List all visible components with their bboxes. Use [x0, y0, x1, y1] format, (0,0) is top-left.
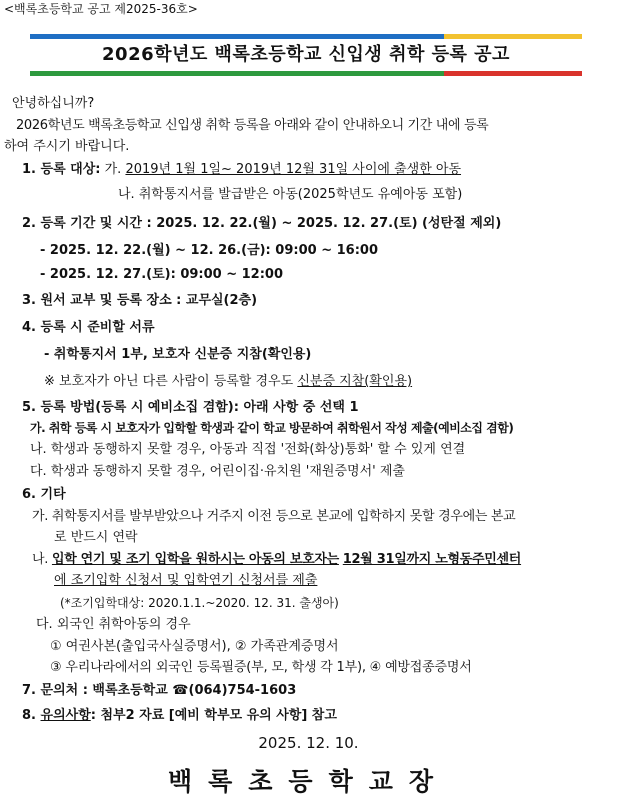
title-banner: [30, 34, 582, 76]
section-6-b-deadline: 12월 31일까지 노형동주민센터: [342, 552, 522, 567]
section-1: [22, 161, 461, 179]
section-4: 4. 등록 시 준비할 서류: [22, 320, 155, 335]
section-1-a: 2019년 1월 1일~ 2019년 12월 31일 사이에 출생한 아동: [125, 162, 462, 177]
section-8-rest: : 첨부2 자료 [예비 학부모 유의 사항] 참고: [90, 708, 337, 723]
section-4-note-underlined: 신분증 지참(확인용): [297, 374, 413, 389]
principal-signature: 백록초등학교장: [167, 767, 450, 796]
section-8-underlined: 유의사항: [40, 708, 91, 723]
section-5-b: 나. 학생과 동행하지 못할 경우, 아동과 직접 '전화(화상)통화' 할 수 있게 연결: [30, 442, 466, 457]
intro-line-2: 하여 주시기 바랍니다.: [4, 139, 130, 154]
section-5-c: 다. 학생과 동행하지 못할 경우, 어린이집·유치원 '재원증명서' 제출: [30, 464, 405, 479]
section-2-b: - 2025. 12. 27.(토): 09:00 ~ 12:00: [40, 267, 284, 282]
section-4-a: - 취학통지서 1부, 보호자 신분증 지참(확인용): [44, 347, 312, 362]
section-2-a: - 2025. 12. 22.(월) ~ 12. 26.(금): 09:00 ~ 16:00: [40, 243, 378, 258]
section-1-b: 나. 취학통지서를 발급받은 아동(2025학년도 유예아동 포함): [118, 187, 463, 202]
section-6-c-1: ① 여권사본(출입국사실증명서), ② 가족관계증명서: [50, 639, 339, 654]
section-6-a-line-1: 가. 취학통지서를 발부받았으나 거주지 이전 등으로 본교에 입학하지 못할 경우에는 본교: [32, 509, 516, 524]
section-6-a-line-2: 로 반드시 연락: [54, 530, 138, 545]
section-6-b-line-2: 에 조기입학 신청서 및 입학연기 신청서를 제출: [54, 573, 318, 588]
section-8: [22, 707, 337, 725]
section-6-b-line-1: [32, 551, 521, 569]
greeting: 안녕하십니까?: [12, 96, 95, 111]
section-1-label: 1. 등록 대상:: [22, 162, 101, 177]
section-6-b-line-3: (*조기입학대상: 2020.1.1.~2020. 12. 31. 출생아): [60, 596, 339, 610]
section-3: 3. 원서 교부 및 등록 장소 : 교무실(2층): [22, 293, 258, 308]
section-2: 2. 등록 기간 및 시간 : 2025. 12. 22.(월) ~ 2025. 12. 27.(토) (성탄절 제외): [22, 216, 502, 231]
section-8-label: 8.: [22, 708, 36, 723]
intro-line-1: 2026학년도 백록초등학교 신입생 취학 등록을 아래와 같이 안내하오니 기간 내에 등록: [16, 118, 489, 133]
announcement-date: 2025. 12. 10.: [258, 734, 359, 752]
bar-red: [444, 71, 582, 76]
bar-green: [30, 71, 444, 76]
section-4-note: [44, 373, 412, 391]
section-6-c: 다. 외국인 취학아동의 경우: [36, 617, 191, 632]
section-4-note-text: ※ 보호자가 아닌 다른 사람이 등록할 경우도: [44, 374, 294, 389]
title-bottom-bar: [30, 71, 582, 76]
section-6: 6. 기타: [22, 487, 66, 502]
section-1-a-prefix: 가.: [104, 162, 122, 177]
section-7: 7. 문의처 : 백록초등학교 ☎(064)754-1603: [22, 683, 297, 698]
section-5: 5. 등록 방법(등록 시 예비소집 겸함): 아래 사항 중 선택 1: [22, 400, 359, 415]
notice-number: <백록초등학교 공고 제2025-36호>: [4, 2, 198, 16]
section-6-c-2: ③ 우리나라에서의 외국인 등록필증(부, 모, 학생 각 1부), ④ 예방접종증명서: [50, 660, 472, 675]
page-title: 2026학년도 백록초등학교 신입생 취학 등록 공고: [102, 44, 510, 65]
section-5-a: 가. 취학 등록 시 보호자가 입학할 학생과 같이 학교 방문하여 취학원서 작성 제출(예비소집 겸함): [30, 421, 514, 435]
section-6-b-text: 입학 연기 및 조기 입학을 원하시는 아동의 보호자는: [51, 552, 339, 567]
section-6-b-prefix: 나.: [32, 552, 49, 567]
